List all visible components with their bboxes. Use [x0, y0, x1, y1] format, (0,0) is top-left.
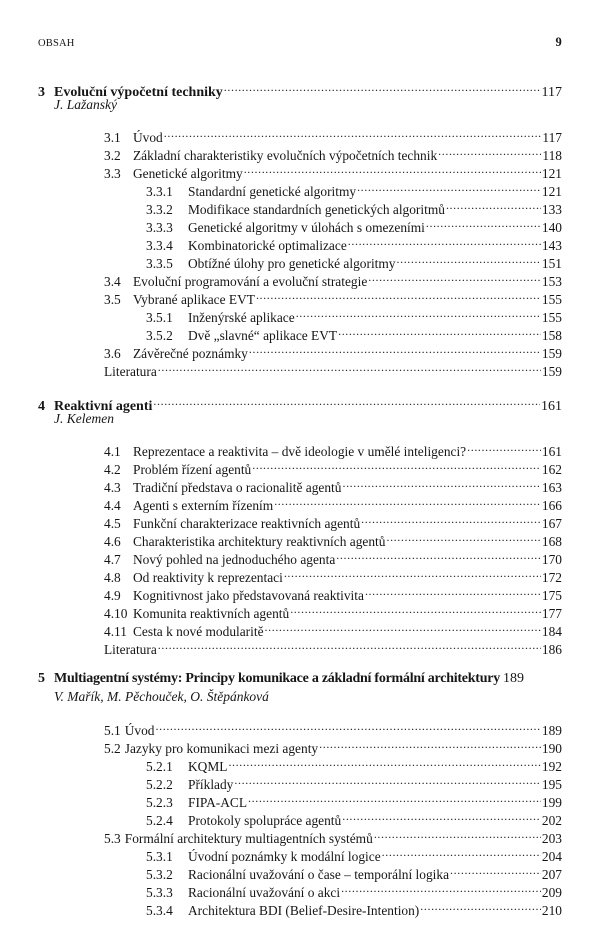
dot-leader — [382, 843, 541, 861]
entry-page: 161 — [541, 444, 562, 459]
chapter-author: J. Lažanský — [54, 97, 117, 112]
chapter-4 — [38, 392, 562, 428]
dot-leader — [397, 250, 541, 268]
entry-number: 5.3.1 — [146, 849, 173, 864]
entry-number: 5.1 — [104, 723, 121, 738]
dot-leader — [361, 510, 541, 528]
dot-leader — [368, 268, 541, 286]
dot-leader — [467, 438, 541, 456]
entry-title: Od reaktivity k reprezentaci — [133, 570, 283, 585]
chapter-page: 189 — [502, 671, 524, 686]
entry-number: 4.10 — [104, 606, 128, 621]
entry-title: Funkční charakterizace reaktivních agentů — [133, 516, 361, 531]
entry-number: 5.3.2 — [146, 867, 173, 882]
entry-title: FIPA-ACL — [188, 795, 248, 810]
entry-number: 3.3.4 — [146, 238, 173, 253]
entry-title: Vybrané aplikace EVT — [133, 292, 255, 307]
chapter-number: 4 — [38, 399, 45, 414]
running-head — [38, 35, 562, 52]
entry-page: 189 — [541, 723, 562, 738]
entry-page: 121 — [541, 184, 562, 199]
entry-page: 118 — [542, 148, 562, 163]
entry-title: Nový pohled na jednoduchého agenta — [133, 552, 336, 567]
entry-title: Jazyky pro komunikaci mezi agenty — [124, 741, 319, 756]
entry-title: Základní charakteristiky evolučních výpočetních technik — [133, 148, 438, 163]
entry-page: 167 — [541, 516, 562, 531]
dot-leader — [438, 142, 541, 160]
entry-number: 3.2 — [104, 148, 121, 163]
entry-page: 162 — [541, 462, 562, 477]
entry-page: 140 — [541, 220, 562, 235]
dot-leader — [357, 178, 541, 196]
entry-title: Architektura BDI (Belief-Desire-Intention) — [188, 903, 420, 918]
dot-leader — [284, 564, 541, 582]
entry-title: Příklady — [188, 777, 234, 792]
chapter-title-row — [38, 78, 562, 100]
entry-number: 3.3.5 — [146, 256, 173, 271]
dot-leader — [426, 214, 541, 232]
entry-title: Inženýrské aplikace — [188, 310, 295, 325]
entry-number: 3.6 — [104, 346, 121, 361]
chapter-title-row — [38, 392, 562, 414]
dot-leader — [365, 582, 541, 600]
chapter-author: V. Mařík, M. Pěchouček, O. Štěpánková — [54, 689, 269, 704]
entry-page: 159 — [541, 346, 562, 361]
entry-page: 195 — [541, 777, 562, 792]
chapter-number: 3 — [38, 85, 45, 100]
entry-page: 168 — [541, 534, 562, 549]
dot-leader — [348, 232, 541, 250]
entry-number: 5.2.1 — [146, 759, 173, 774]
chapter-title: Evoluční výpočetní techniky — [54, 85, 223, 100]
dot-leader — [290, 600, 541, 618]
entry-title: Úvod — [124, 723, 155, 738]
entry-title: Charakteristika architektury reaktivních agentů — [133, 534, 386, 549]
entry-number: 3.4 — [104, 274, 121, 289]
entry-page: 207 — [541, 867, 562, 882]
entry-number: 3.3.1 — [146, 184, 173, 199]
toc-entry — [104, 142, 562, 163]
entry-number: 4.6 — [104, 534, 121, 549]
entry-title: Úvodní poznámky k modální logice — [188, 849, 381, 864]
entry-page: 155 — [541, 292, 562, 307]
dot-leader — [274, 492, 541, 510]
entry-page: 153 — [541, 274, 562, 289]
dot-leader — [450, 861, 541, 879]
entry-page: 163 — [541, 480, 562, 495]
entry-number: 5.3.4 — [146, 903, 173, 918]
entry-number: 3.3.2 — [146, 202, 173, 217]
entry-page: 203 — [541, 831, 562, 846]
entry-number: 4.11 — [104, 624, 127, 639]
chapter-title: Multiagentní systémy: Principy komunikace a základní formální architektury — [54, 671, 500, 686]
dot-leader — [342, 474, 540, 492]
entry-title: Problém řízení agentů — [133, 462, 252, 477]
entry-number: 4.1 — [104, 444, 121, 459]
entry-page: 121 — [541, 166, 562, 181]
entry-number: 3.3.3 — [146, 220, 173, 235]
entry-page: 133 — [541, 202, 562, 217]
entry-title: Genetické algoritmy — [133, 166, 243, 181]
entry-number: 4.9 — [104, 588, 121, 603]
entry-title: Agenti s externím řízením — [133, 498, 274, 513]
entry-title: Úvod — [133, 130, 163, 145]
chapter-author: J. Kelemen — [54, 411, 114, 426]
chapter-title-row — [38, 670, 562, 688]
dot-leader — [224, 78, 541, 96]
running-head-title: OBSAH — [38, 38, 75, 49]
entry-title: Kognitivnost jako představovaná reaktivita — [133, 588, 364, 603]
dot-leader — [386, 528, 540, 546]
entry-page: 166 — [541, 498, 562, 513]
entry-number: 4.7 — [104, 552, 121, 567]
chapter-3-entries — [104, 124, 562, 379]
entry-number: 5.2.2 — [146, 777, 173, 792]
entry-number: 4.4 — [104, 498, 121, 513]
dot-leader — [256, 286, 541, 304]
entry-number: 5.2.4 — [146, 813, 173, 828]
chapter-4-entries — [104, 438, 562, 657]
dot-leader — [319, 735, 541, 753]
entry-number: 3.5 — [104, 292, 121, 307]
dot-leader — [338, 322, 541, 340]
dot-leader — [265, 618, 541, 636]
dot-leader — [446, 196, 541, 214]
chapter-3 — [38, 78, 562, 114]
entry-title: Dvě „slavné“ aplikace EVT — [188, 328, 338, 343]
entry-page: 172 — [541, 570, 562, 585]
entry-page: 199 — [541, 795, 562, 810]
entry-number: 4.2 — [104, 462, 121, 477]
entry-title: Literatura — [104, 364, 157, 379]
entry-title: Evoluční programování a evoluční strategie — [133, 274, 368, 289]
dot-leader — [336, 546, 541, 564]
entry-title: Racionální uvažování o čase – temporální logika — [188, 867, 450, 882]
entry-number: 3.5.2 — [146, 328, 173, 343]
entry-number: 3.5.1 — [146, 310, 173, 325]
dot-leader — [420, 897, 541, 915]
entry-page: 177 — [541, 606, 562, 621]
entry-title: Modifikace standardních genetických algoritmů — [188, 202, 445, 217]
dot-leader — [234, 771, 541, 789]
dot-leader — [164, 124, 542, 142]
entry-page: 184 — [541, 624, 562, 639]
dot-leader — [342, 807, 541, 825]
toc-entry — [104, 124, 562, 145]
entry-number: 5.3 — [104, 831, 121, 846]
entry-number: 5.2 — [104, 741, 121, 756]
entry-page: 192 — [541, 759, 562, 774]
dot-leader — [374, 825, 541, 843]
dot-leader — [156, 717, 541, 735]
entry-page: 151 — [541, 256, 562, 271]
dot-leader — [248, 789, 541, 807]
entry-number: 5.2.3 — [146, 795, 173, 810]
entry-title: Tradiční představa o racionalitě agentů — [133, 480, 342, 495]
entry-page: 159 — [541, 364, 562, 379]
toc-entry — [104, 735, 562, 756]
entry-title: KQML — [188, 759, 228, 774]
entry-number: 4.3 — [104, 480, 121, 495]
toc-entry — [104, 717, 562, 738]
entry-number: 4.8 — [104, 570, 121, 585]
entry-number: 3.1 — [104, 130, 121, 145]
toc-entry — [104, 438, 562, 459]
chapter-5 — [38, 670, 562, 706]
dot-leader — [158, 358, 541, 376]
entry-page: 158 — [541, 328, 562, 343]
entry-number: 5.3.3 — [146, 885, 173, 900]
chapter-5-entries — [104, 717, 562, 918]
entry-page: 190 — [541, 741, 562, 756]
dot-leader — [228, 753, 540, 771]
entry-title: Genetické algoritmy v úlohách s omezeními — [188, 220, 425, 235]
entry-title: Cesta k nové modularitě — [133, 624, 264, 639]
entry-title: Racionální uvažování o akci — [188, 885, 341, 900]
entry-title: Protokoly spolupráce agentů — [188, 813, 342, 828]
dot-leader — [296, 304, 541, 322]
entry-page: 204 — [541, 849, 562, 864]
dot-leader — [341, 879, 541, 897]
entry-page: 143 — [541, 238, 562, 253]
dot-leader — [158, 636, 541, 654]
entry-title: Obtížné úlohy pro genetické algoritmy — [188, 256, 396, 271]
entry-number: 4.5 — [104, 516, 121, 531]
dot-leader — [153, 392, 540, 410]
entry-title: Komunita reaktivních agentů — [133, 606, 290, 621]
entry-page: 117 — [542, 130, 562, 145]
entry-page: 175 — [541, 588, 562, 603]
entry-page: 155 — [541, 310, 562, 325]
entry-page: 186 — [541, 642, 562, 657]
entry-title: Kombinatorické optimalizace — [188, 238, 347, 253]
dot-leader — [249, 340, 541, 358]
entry-title: Formální architektury multiagentních systémů — [124, 831, 373, 846]
entry-title: Reprezentace a reaktivita – dvě ideologie v umělé inteligenci? — [133, 444, 467, 459]
toc-entry-literatura — [104, 358, 562, 379]
dot-leader — [252, 456, 541, 474]
toc-entry-literatura — [104, 636, 562, 657]
dot-leader — [244, 160, 541, 178]
entry-title: Závěrečné poznámky — [133, 346, 248, 361]
entry-page: 202 — [541, 813, 562, 828]
chapter-number: 5 — [38, 671, 45, 686]
entry-number: 3.3 — [104, 166, 121, 181]
entry-page: 210 — [541, 903, 562, 918]
entry-page: 170 — [541, 552, 562, 567]
entry-title: Standardní genetické algoritmy — [188, 184, 357, 199]
chapter-page: 117 — [541, 85, 562, 100]
chapter-page: 161 — [541, 399, 562, 414]
chapter-title: Reaktivní agenti — [54, 399, 153, 414]
page-number: 9 — [555, 35, 562, 49]
entry-page: 209 — [541, 885, 562, 900]
entry-title: Literatura — [104, 642, 157, 657]
